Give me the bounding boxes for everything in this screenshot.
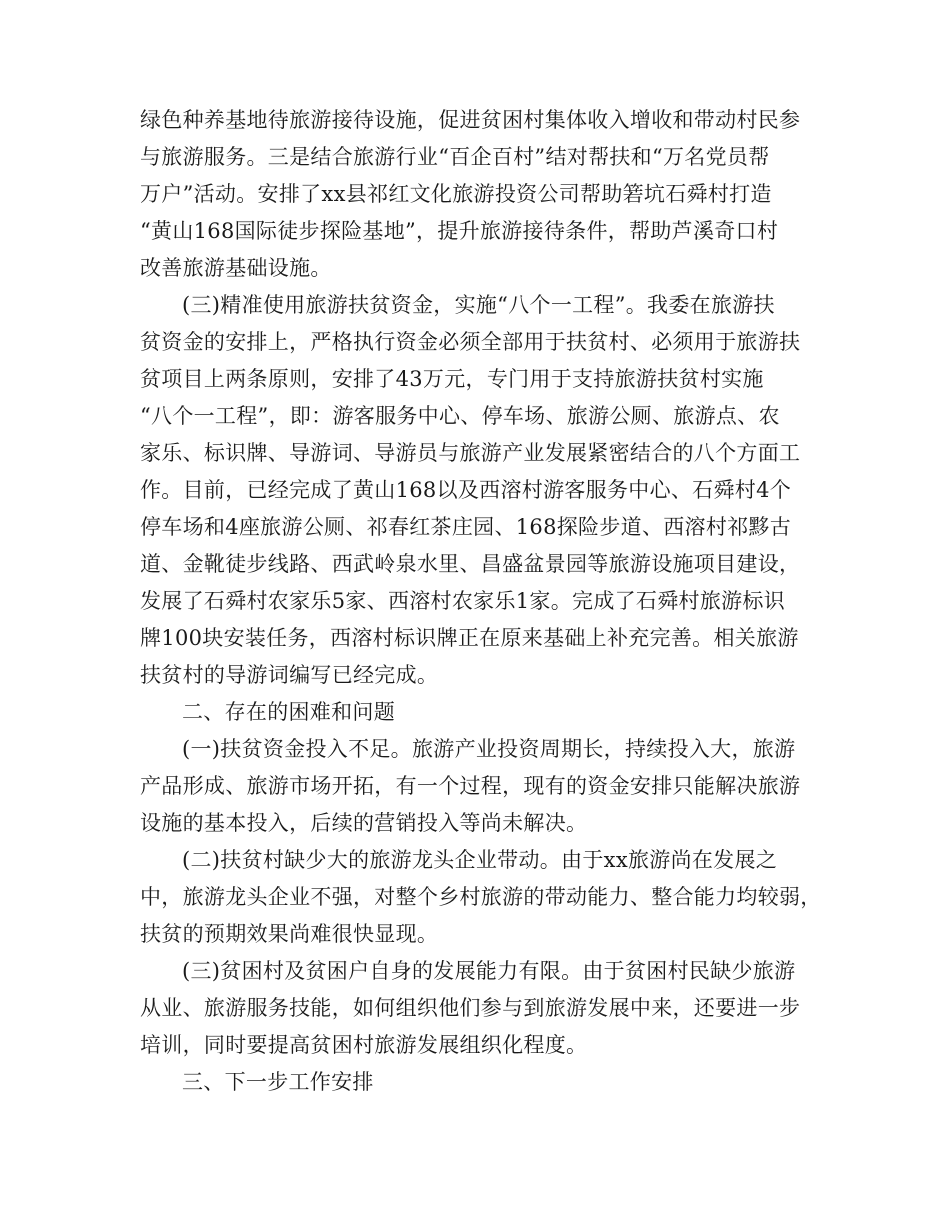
text-line: 作。目前，已经完成了黄山168以及西溶村游客服务中心、石舜村4个 [140, 478, 792, 502]
text-line: 改善旅游基础设施。 [140, 256, 332, 280]
text-line: 培训，同时要提高贫困村旅游发展组织化程度。 [140, 1033, 588, 1057]
text-line: 发展了石舜村农家乐5家、西溶村农家乐1家。完成了石舜村旅游标识 [140, 589, 786, 613]
paragraph-start-line: (二)扶贫村缺少大的旅游龙头企业带动。由于xx旅游尚在发展之 [182, 848, 778, 872]
section-heading: 二、存在的困难和问题 [182, 700, 395, 724]
text-line: “八个一工程”，即：游客服务中心、停车场、旅游公厕、旅游点、农 [140, 404, 780, 428]
text-line: 扶贫村的导游词编写已经完成。 [140, 663, 439, 687]
paragraph-start-line: (三)贫困村及贫困户自身的发展能力有限。由于贫困村民缺少旅游 [182, 959, 796, 983]
text-line: 绿色种养基地待旅游接待设施，促进贫困村集体收入增收和带动村民参 [140, 108, 801, 132]
text-line: 万户”活动。安排了xx县祁红文化旅游投资公司帮助箬坑石舜村打造 [140, 182, 772, 206]
text-line: “黄山168国际徒步探险基地”，提升旅游接待条件，帮助芦溪奇口村 [140, 219, 779, 243]
text-line: 中，旅游龙头企业不强，对整个乡村旅游的带动能力、整合能力均较弱， [140, 885, 822, 909]
paragraph-start-line: (一)扶贫资金投入不足。旅游产业投资周期长，持续投入大，旅游 [182, 737, 796, 761]
text-line: 设施的基本投入，后续的营销投入等尚未解决。 [140, 811, 588, 835]
text-line: 与旅游服务。三是结合旅游行业“百企百村”结对帮扶和“万名党员帮 [140, 145, 770, 169]
section-heading: 三、下一步工作安排 [182, 1070, 374, 1094]
text-line: 从业、旅游服务技能，如何组织他们参与到旅游发展中来，还要进一步 [140, 996, 801, 1020]
text-line: 牌100块安装任务，西溶村标识牌正在原来基础上补充完善。相关旅游 [140, 626, 799, 650]
text-line: 扶贫的预期效果尚难很快显现。 [140, 922, 439, 946]
text-line: 贫项目上两条原则，安排了43万元，专门用于支持旅游扶贫村实施 [140, 367, 764, 391]
text-line: 停车场和4座旅游公厕、祁春红茶庄园、168探险步道、西溶村祁黟古 [140, 515, 792, 539]
paragraph-start-line: (三)精准使用旅游扶贫资金，实施“八个一工程”。我委在旅游扶 [182, 293, 775, 317]
text-line: 产品形成、旅游市场开拓，有一个过程，现有的资金安排只能解决旅游 [140, 774, 801, 798]
text-line: 贫资金的安排上，严格执行资金必须全部用于扶贫村、必须用于旅游扶 [140, 330, 801, 354]
text-line: 家乐、标识牌、导游词、导游员与旅游产业发展紧密结合的八个方面工 [140, 441, 801, 465]
text-line: 道、金靴徒步线路、西武岭泉水里、昌盛盆景园等旅游设施项目建设， [140, 552, 801, 576]
